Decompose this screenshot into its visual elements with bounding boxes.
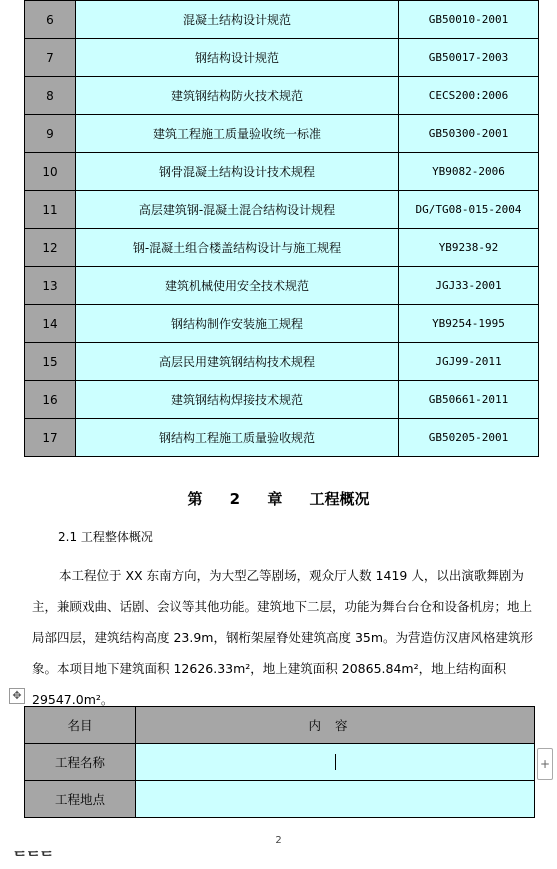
table-header-row xyxy=(25,707,535,744)
header-label[interactable]: 名目 xyxy=(25,707,136,744)
standard-name[interactable]: 高层建筑钢-混凝土混合结构设计规程 xyxy=(76,191,399,229)
table-row xyxy=(25,744,535,781)
table-row xyxy=(25,77,539,115)
chapter-title: 第 2 章 工程概况 xyxy=(187,490,370,508)
page-number: 2 xyxy=(275,835,282,846)
table-row xyxy=(25,39,539,77)
standard-number[interactable]: 16 xyxy=(25,381,76,419)
standard-name[interactable]: 钢骨混凝土结构设计技术规程 xyxy=(76,153,399,191)
standard-code[interactable]: CECS200:2006 xyxy=(399,77,539,115)
project-name-cell[interactable] xyxy=(136,744,535,781)
project-location-cell[interactable] xyxy=(136,781,535,818)
standard-name[interactable]: 混凝土结构设计规范 xyxy=(76,1,399,39)
standard-code[interactable]: GB50661-2011 xyxy=(399,381,539,419)
standard-number[interactable]: 13 xyxy=(25,267,76,305)
standard-number[interactable]: 12 xyxy=(25,229,76,267)
standards-table xyxy=(24,0,539,457)
standard-code[interactable]: YB9254-1995 xyxy=(399,305,539,343)
standard-code[interactable]: JGJ33-2001 xyxy=(399,267,539,305)
standard-code[interactable]: GB50010-2001 xyxy=(399,1,539,39)
project-name-label[interactable]: 工程名称 xyxy=(25,744,136,781)
table-row xyxy=(25,229,539,267)
table-row xyxy=(25,781,535,818)
standard-name[interactable]: 建筑钢结构焊接技术规范 xyxy=(76,381,399,419)
standard-name[interactable]: 建筑工程施工质量验收统一标准 xyxy=(76,115,399,153)
table-row xyxy=(25,419,539,457)
standard-code[interactable]: DG/TG08-015-2004 xyxy=(399,191,539,229)
standard-name[interactable]: 钢结构工程施工质量验收规范 xyxy=(76,419,399,457)
standard-name[interactable]: 建筑机械使用安全技术规范 xyxy=(76,267,399,305)
standard-number[interactable]: 10 xyxy=(25,153,76,191)
standard-number[interactable]: 14 xyxy=(25,305,76,343)
standard-number[interactable]: 9 xyxy=(25,115,76,153)
standard-code[interactable]: YB9238-92 xyxy=(399,229,539,267)
section-title: 2.1 工程整体概况 xyxy=(58,530,153,544)
text-caret xyxy=(335,754,336,770)
header-value[interactable]: 内容 xyxy=(136,707,535,744)
standard-number[interactable]: 8 xyxy=(25,77,76,115)
add-column-icon[interactable]: + xyxy=(537,748,553,780)
standard-code[interactable]: YB9082-2006 xyxy=(399,153,539,191)
table-row xyxy=(25,343,539,381)
table-row xyxy=(25,305,539,343)
table-row xyxy=(25,1,539,39)
table-move-icon[interactable]: ✥ xyxy=(9,688,25,704)
overview-paragraph[interactable]: 本工程位于 XX 东南方向，为大型乙等剧场，观众厅人数 1419 人，以出演歌舞剧为主，兼顾戏曲、话剧、会议等其他功能。建筑地下二层，功能为舞台台仓和设备机房；地上局部四层，建筑结构高度 23.9m，钢桁架屋脊处建筑高度 35m。为营造仿汉唐风格建筑形象。本项目地下建筑面积 12626.33m²，地上建筑面积 20865.84m²，地上结构面积 29547.0m²。 xyxy=(32,568,534,707)
standard-number[interactable]: 17 xyxy=(25,419,76,457)
standard-name[interactable]: 钢结构制作安装施工规程 xyxy=(76,305,399,343)
standard-number[interactable]: 11 xyxy=(25,191,76,229)
project-location-label[interactable]: 工程地点 xyxy=(25,781,136,818)
standard-number[interactable]: 15 xyxy=(25,343,76,381)
table-row xyxy=(25,267,539,305)
table-row xyxy=(25,381,539,419)
standard-code[interactable]: GB50300-2001 xyxy=(399,115,539,153)
standard-code[interactable]: GB50205-2001 xyxy=(399,419,539,457)
standard-name[interactable]: 建筑钢结构防火技术规范 xyxy=(76,77,399,115)
standard-name[interactable]: 钢结构设计规范 xyxy=(76,39,399,77)
standard-name[interactable]: 高层民用建筑钢结构技术规程 xyxy=(76,343,399,381)
table-row xyxy=(25,115,539,153)
standard-code[interactable]: JGJ99-2011 xyxy=(399,343,539,381)
table-row xyxy=(25,191,539,229)
standard-code[interactable]: GB50017-2003 xyxy=(399,39,539,77)
corner-mark-icon: ᄃᄃᄃ xyxy=(12,849,53,868)
standard-number[interactable]: 6 xyxy=(25,1,76,39)
standard-number[interactable]: 7 xyxy=(25,39,76,77)
standard-name[interactable]: 钢-混凝土组合楼盖结构设计与施工规程 xyxy=(76,229,399,267)
table-row xyxy=(25,153,539,191)
project-info-table xyxy=(24,706,535,818)
